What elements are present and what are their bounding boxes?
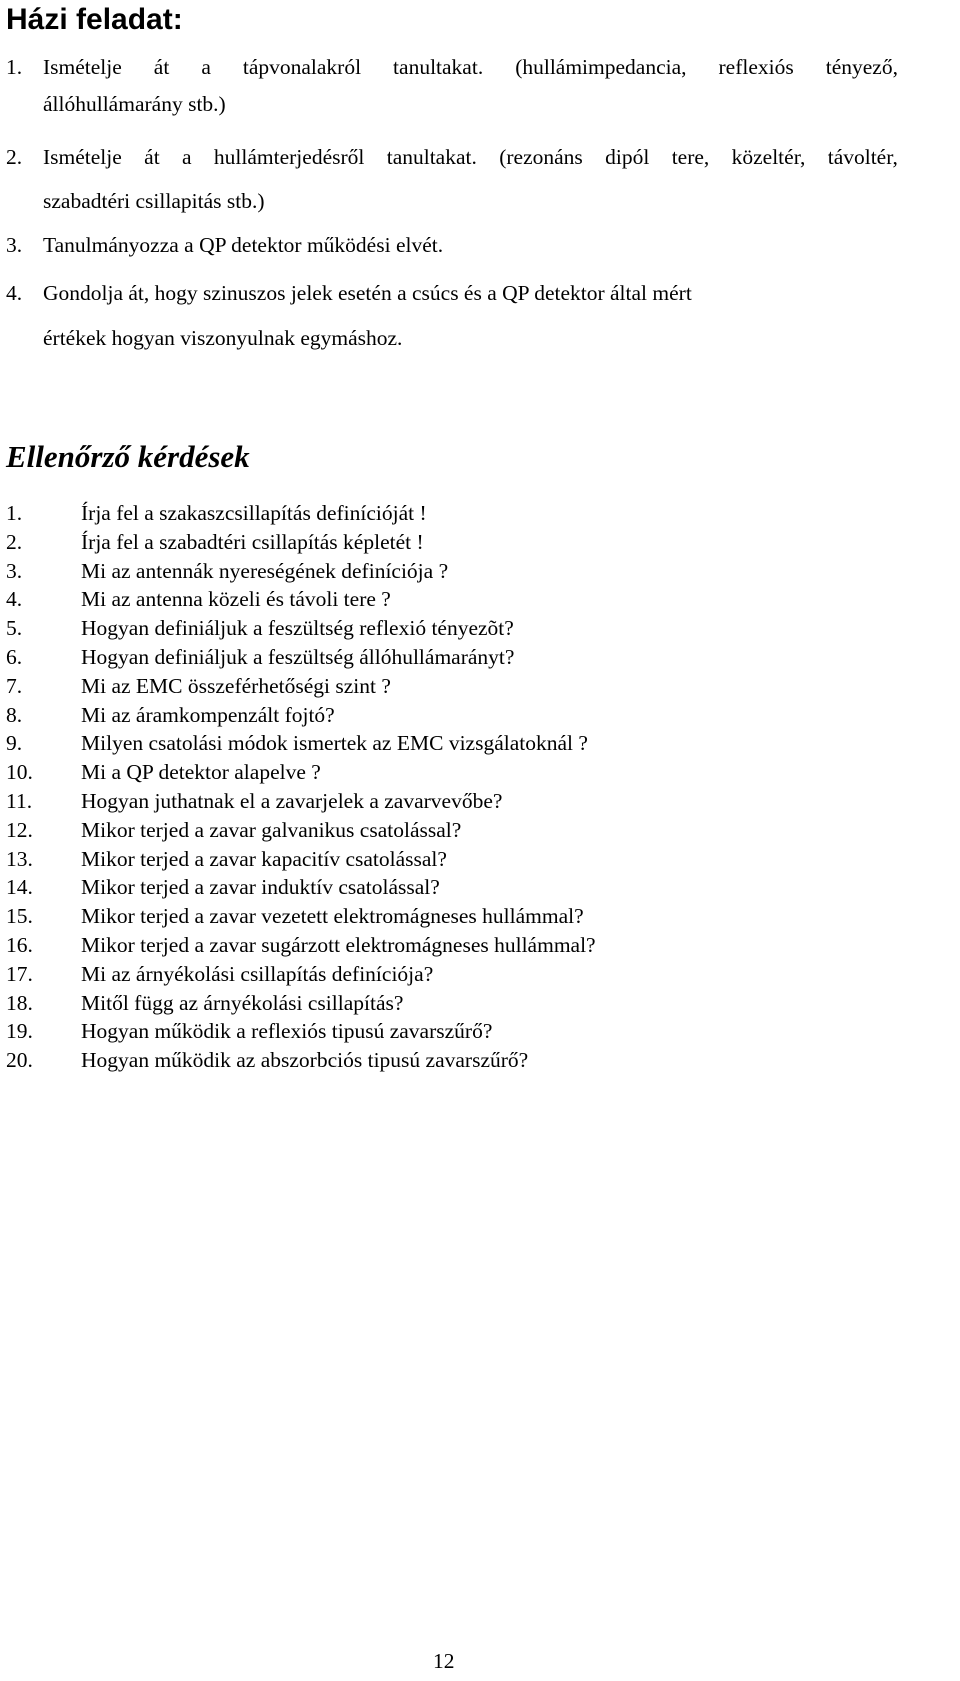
question-text: Mi az árnyékolási csillapítás definíciója? — [81, 961, 434, 986]
question-number: 10. — [6, 760, 33, 785]
question-text: Mikor terjed a zavar sugárzott elektromágneses hullámmal? — [81, 932, 596, 957]
question-number: 8. — [6, 702, 23, 727]
question-number: 20. — [6, 1048, 33, 1073]
page-number: 12 — [433, 1649, 455, 1673]
question-text: Hogyan definiáljuk a feszültség állóhullámarányt? — [81, 644, 515, 669]
question-number: 12. — [6, 817, 33, 842]
question-text: Milyen csatolási módok ismertek az EMC vizsgálatoknál ? — [81, 731, 588, 756]
question-number: 3. — [6, 558, 23, 583]
question-number: 5. — [6, 616, 23, 641]
question-text: Mi az EMC összeférhetőségi szint ? — [81, 673, 391, 698]
homework-item-number: 2. — [6, 145, 23, 169]
question-number: 9. — [6, 731, 23, 756]
homework-item-number: 3. — [6, 233, 23, 257]
question-number: 15. — [6, 904, 33, 929]
question-number: 14. — [6, 875, 33, 900]
question-text: Írja fel a szakaszcsillapítás definícióját ! — [81, 501, 427, 525]
question-text: Mikor terjed a zavar kapacitív csatolással? — [81, 846, 447, 871]
question-text: Mikor terjed a zavar induktív csatolással? — [81, 875, 440, 900]
question-text: Hogyan működik a reflexiós tipusú zavarszűrő? — [81, 1019, 493, 1044]
question-number: 1. — [6, 501, 23, 525]
homework-item-number: 4. — [6, 281, 23, 305]
question-text: Mikor terjed a zavar vezetett elektromágneses hullámmal? — [81, 904, 584, 929]
question-text: Mi az áramkompenzált fojtó? — [81, 702, 335, 727]
question-number: 2. — [6, 529, 23, 554]
question-text: Írja fel a szabadtéri csillapítás képletét ! — [81, 529, 424, 554]
homework-item-text: értékek hogyan viszonyulnak egymáshoz. — [43, 326, 403, 350]
homework-item-text: Tanulmányozza a QP detektor működési elvét. — [43, 233, 444, 257]
question-text: Hogyan definiáljuk a feszültség reflexió tényezõt? — [81, 616, 514, 641]
question-text: Hogyan működik az abszorbciós tipusú zavarszűrő? — [81, 1048, 529, 1073]
question-number: 11. — [6, 788, 33, 813]
homework-item-text: Ismételje át a tápvonalakról tanultakat. (hullámimpedancia, reflexiós tényező, — [43, 55, 898, 79]
question-text: Mikor terjed a zavar galvanikus csatolással? — [81, 817, 462, 842]
homework-item-text: Ismételje át a hullámterjedésről tanultakat. (rezonáns dipól tere, közeltér, távoltér, — [43, 145, 898, 169]
section-title: Ellenőrző kérdések — [6, 439, 250, 474]
question-text: Mi a QP detektor alapelve ? — [81, 760, 321, 785]
question-text: Mi az antennák nyereségének definíciója ? — [81, 558, 449, 583]
question-number: 18. — [6, 990, 33, 1015]
question-text: Mi az antenna közeli és távoli tere ? — [81, 587, 391, 612]
question-number: 17. — [6, 961, 33, 986]
page-title: Házi feladat: — [6, 3, 183, 36]
question-number: 7. — [6, 673, 23, 698]
question-number: 4. — [6, 587, 23, 612]
question-number: 13. — [6, 846, 33, 871]
question-text: Mitől függ az árnyékolási csillapítás? — [81, 990, 404, 1015]
homework-item-number: 1. — [6, 55, 23, 79]
question-number: 6. — [6, 644, 23, 669]
homework-item-line — [43, 52, 898, 82]
homework-item-text: szabadtéri csillapitás stb.) — [43, 189, 265, 213]
homework-item-text: Gondolja át, hogy szinuszos jelek esetén a csúcs és a QP detektor által mért — [43, 281, 692, 305]
homework-item-text: állóhullámarány stb.) — [43, 92, 226, 116]
question-number: 16. — [6, 932, 33, 957]
question-number: 19. — [6, 1019, 33, 1044]
homework-item-line — [43, 142, 898, 172]
question-text: Hogyan juthatnak el a zavarjelek a zavarvevőbe? — [81, 788, 503, 813]
